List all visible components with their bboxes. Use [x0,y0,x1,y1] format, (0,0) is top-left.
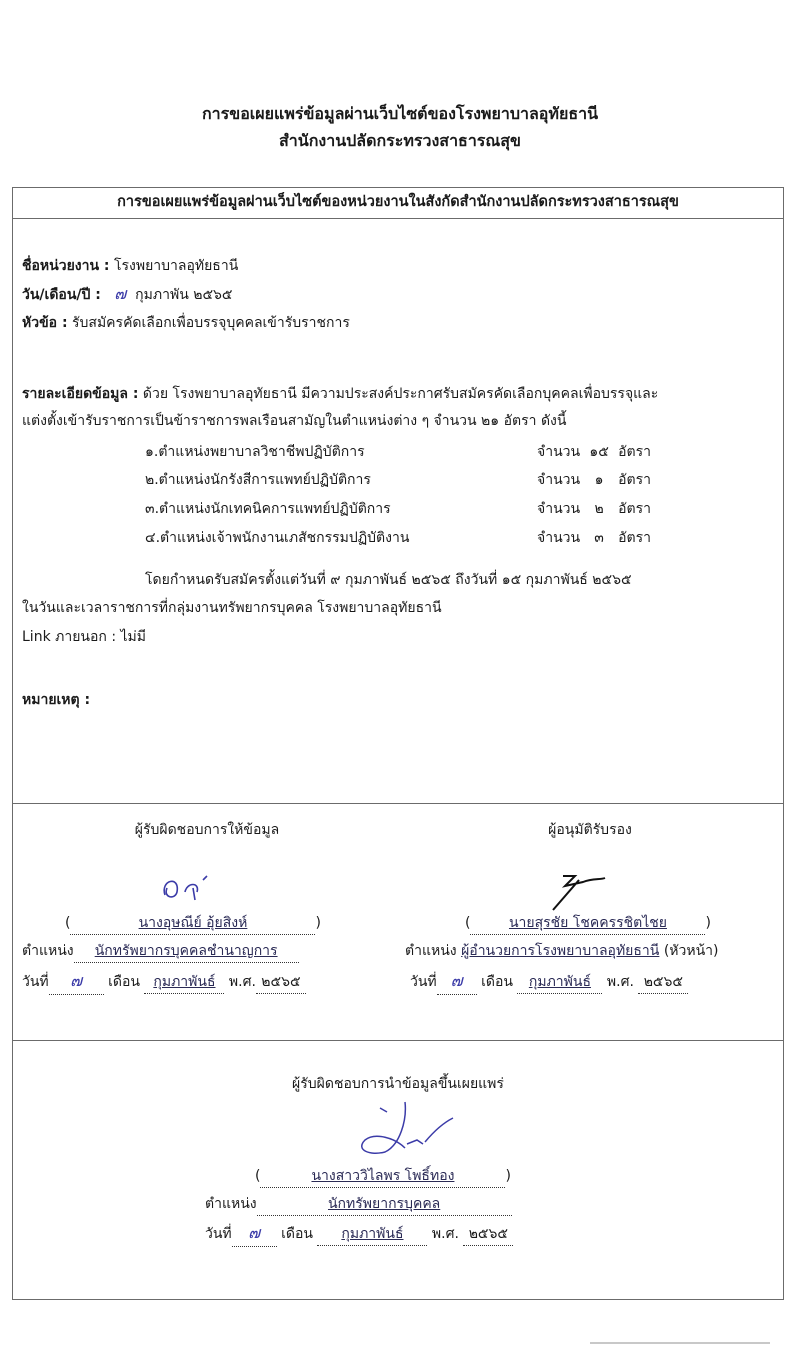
publisher-name: นางสาววิไลพร โพธิ์ทอง [260,1165,505,1188]
publisher-signature-icon [345,1100,455,1160]
date-rest: กุมภาพัน ๒๕๖๕ [135,287,233,303]
application-period-line-2: ในวันและเวลาราชการที่กลุ่มงานทรัพยากรบุคคล โรงพยาบาลอุทัยธานี [22,600,442,616]
publisher-name-row: ( นางสาววิไลพร โพธิ์ทอง ) [255,1165,511,1188]
signatures-divider [12,1040,784,1041]
count-label: จำนวน [537,501,581,517]
count-unit: อัตรา [618,472,651,488]
provider-name-row: ( นางอุษณีย์ อุ้ยสิงห์ ) [65,912,321,935]
count-unit: อัตรา [618,501,651,517]
agency-label: ชื่อหน่วยงาน : [22,258,110,274]
year-label: พ.ศ. [606,974,634,990]
position-item: ๑.ตำแหน่งพยาบาลวิชาชีพปฏิบัติการ [145,444,365,460]
publisher-position-row [205,1193,512,1216]
approver-heading: ผู้อนุมัติรับรอง [548,822,632,838]
date-row [22,284,233,305]
position-label: ตำแหน่ง [405,943,457,959]
publisher-heading: ผู้รับผิดชอบการนำข้อมูลขึ้นเผยแพร่ [292,1076,504,1092]
date-day-handwritten: ๗ [114,284,127,303]
external-link-row [22,627,146,647]
publisher-year: ๒๕๖๕ [463,1223,513,1246]
position-count [537,442,651,462]
document-title: การขอเผยแพร่ข้อมูลผ่านเว็บไซต์ของโรงพยาบาลอุทัยธานี [201,104,598,123]
external-link-label: Link ภายนอก : [22,629,117,645]
position-count [537,470,651,490]
approver-month: กุมภาพันธ์ [517,971,602,994]
month-label: เดือน [108,974,140,990]
count-value: ๑ [594,472,604,488]
provider-heading: ผู้รับผิดชอบการให้ข้อมูล [134,822,280,838]
document-subtitle: สำนักงานปลัดกระทรวงสาธารณสุข [279,131,521,150]
day-label: วันที่ [22,974,49,990]
subject-label: หัวข้อ : [22,315,68,331]
provider-year: ๒๕๖๕ [256,971,306,994]
position-label: ตำแหน่ง [205,1196,257,1212]
day-label: วันที่ [205,1226,232,1242]
month-label: เดือน [481,974,513,990]
details-line-2: แต่งตั้งเข้ารับราชการเป็นข้าราชการพลเรือนสามัญในตำแหน่งต่าง ๆ จำนวน ๒๑ อัตรา ดังนี้ [22,413,567,429]
details-divider [12,803,784,804]
approver-date-row [410,969,688,995]
application-period-line-1: โดยกำหนดรับสมัครตั้งแต่วันที่ ๙ กุมภาพันธ์ ๒๕๖๕ ถึงวันที่ ๑๕ กุมภาพันธ์ ๒๕๖๕ [145,572,632,588]
provider-month: กุมภาพันธ์ [144,971,224,994]
position-item: ๒.ตำแหน่งนักรังสีการแพทย์ปฏิบัติการ [145,472,371,488]
position-item: ๔.ตำแหน่งเจ้าพนักงานเภสัชกรรมปฏิบัติงาน [145,530,410,546]
publisher-day: ๗ [232,1221,277,1247]
count-unit: อัตรา [618,530,651,546]
year-label: พ.ศ. [228,974,256,990]
provider-date-row [22,969,306,995]
subject-value: รับสมัครคัดเลือกเพื่อบรรจุบุคคลเข้ารับราชการ [72,315,350,331]
footer-file-path-mark [590,1341,770,1346]
remark-label: หมายเหตุ : [22,692,91,708]
publisher-month: กุมภาพันธ์ [317,1223,427,1246]
approver-signature-icon [545,868,625,913]
approver-name-row: ( นายสุรชัย โชคครรชิตไชย ) [465,912,711,935]
approver-name: นายสุรชัย โชคครรชิตไชย [470,912,705,935]
approver-day: ๗ [437,969,477,995]
subject-row [22,313,350,333]
form-box-header: การขอเผยแพร่ข้อมูลผ่านเว็บไซต์ของหน่วยงานในสังกัดสำนักงานปลัดกระทรวงสาธารณสุข [117,194,679,210]
approver-position: ผู้อำนวยการโรงพยาบาลอุทัยธานี [461,943,660,959]
details-text-1: ด้วย โรงพยาบาลอุทัยธานี มีความประสงค์ประกาศรับสมัครคัดเลือกบุคคลเพื่อบรรจุและ [142,386,659,402]
position-count [537,499,651,519]
details-line-1 [22,384,658,404]
approver-year: ๒๕๖๕ [638,971,688,994]
agency-value: โรงพยาบาลอุทัยธานี [113,258,239,274]
publisher-position: นักทรัพยากรบุคคล [257,1193,512,1216]
count-unit: อัตรา [618,444,651,460]
count-value: ๒ [594,501,604,517]
year-label: พ.ศ. [431,1226,459,1242]
header-divider [12,218,784,219]
provider-name: นางอุษณีย์ อุ้ยสิงห์ [70,912,315,935]
publisher-date-row [205,1221,513,1247]
details-label: รายละเอียดข้อมูล : [22,386,139,402]
provider-position: นักทรัพยากรบุคคลชำนาญการ [74,940,299,963]
position-count [537,528,651,548]
provider-day: ๗ [49,969,104,995]
count-value: ๑๕ [589,444,609,460]
approver-position-suffix: (หัวหน้า) [663,943,719,959]
position-label: ตำแหน่ง [22,943,74,959]
provider-signature-icon [155,870,235,910]
day-label: วันที่ [410,974,437,990]
external-link-value: ไม่มี [120,629,146,645]
month-label: เดือน [281,1226,313,1242]
approver-position-row [405,940,719,962]
count-label: จำนวน [537,472,581,488]
date-label: วัน/เดือน/ปี : [22,287,101,303]
count-label: จำนวน [537,444,581,460]
provider-position-row [22,940,299,963]
count-label: จำนวน [537,530,581,546]
count-value: ๓ [594,530,604,546]
agency-row [22,256,238,276]
position-item: ๓.ตำแหน่งนักเทคนิคการแพทย์ปฏิบัติการ [145,501,391,517]
